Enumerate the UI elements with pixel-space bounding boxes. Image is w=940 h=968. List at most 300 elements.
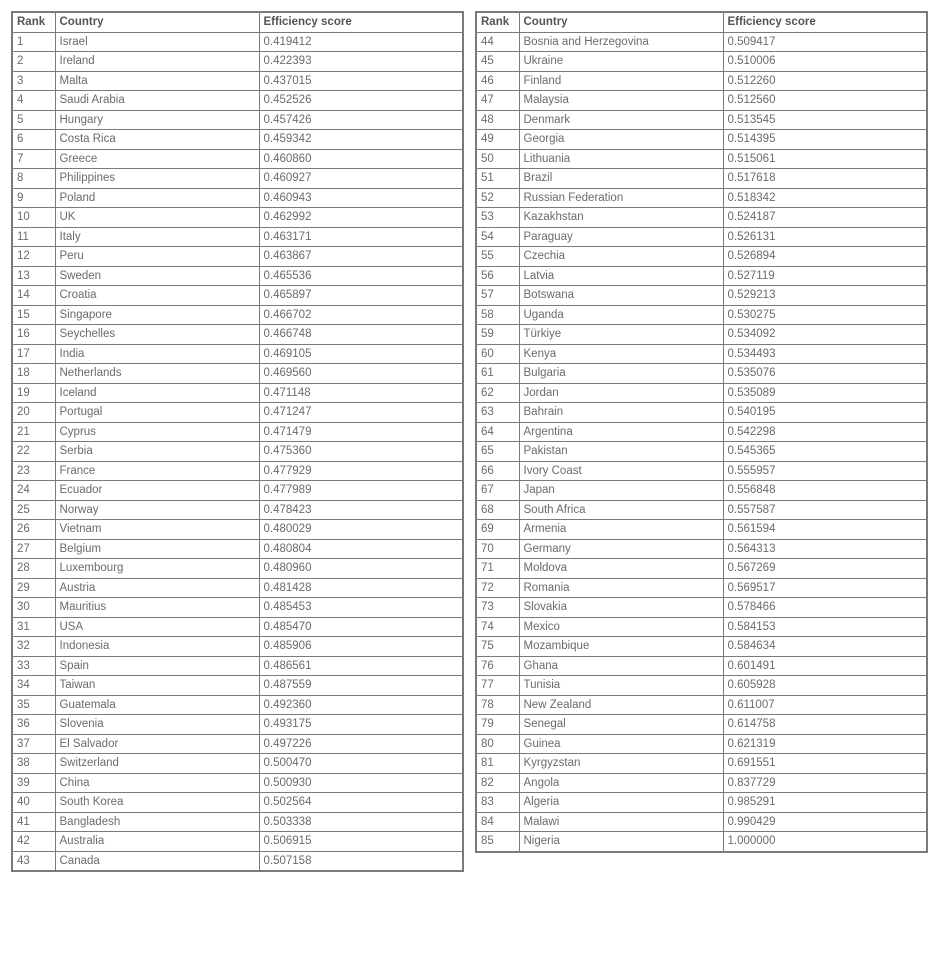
rank-cell: 14: [12, 286, 55, 306]
score-cell: 0.515061: [723, 149, 927, 169]
country-cell: Argentina: [519, 422, 723, 442]
table-row: [476, 247, 927, 267]
table-row: [12, 52, 463, 72]
table-row: [12, 578, 463, 598]
table-row: [12, 676, 463, 696]
rank-cell: 25: [12, 500, 55, 520]
country-cell: Malaysia: [519, 91, 723, 111]
table-row: [476, 91, 927, 111]
header-row: [476, 12, 927, 32]
table-row: [12, 364, 463, 384]
score-cell: 0.526894: [723, 247, 927, 267]
rank-cell: 56: [476, 266, 519, 286]
rank-cell: 9: [12, 188, 55, 208]
rank-cell: 36: [12, 715, 55, 735]
score-cell: 0.527119: [723, 266, 927, 286]
table-row: [12, 208, 463, 228]
table-row: [12, 169, 463, 189]
table-row: [476, 793, 927, 813]
rank-cell: 72: [476, 578, 519, 598]
rank-cell: 60: [476, 344, 519, 364]
rank-cell: 82: [476, 773, 519, 793]
country-cell: Ghana: [519, 656, 723, 676]
country-cell: Senegal: [519, 715, 723, 735]
table-body: [12, 32, 463, 871]
table-row: [12, 461, 463, 481]
score-cell: 0.611007: [723, 695, 927, 715]
table-row: [476, 364, 927, 384]
table-row: [476, 286, 927, 306]
rank-cell: 81: [476, 754, 519, 774]
score-cell: 0.485470: [259, 617, 463, 637]
rank-cell: 22: [12, 442, 55, 462]
table-row: [12, 91, 463, 111]
score-cell: 0.584634: [723, 637, 927, 657]
table-row: [476, 481, 927, 501]
rank-cell: 10: [12, 208, 55, 228]
country-cell: Moldova: [519, 559, 723, 579]
score-cell: 0.614758: [723, 715, 927, 735]
score-cell: 1.000000: [723, 832, 927, 852]
score-cell: 0.517618: [723, 169, 927, 189]
country-cell: Kazakhstan: [519, 208, 723, 228]
country-cell: Switzerland: [55, 754, 259, 774]
score-cell: 0.526131: [723, 227, 927, 247]
score-cell: 0.524187: [723, 208, 927, 228]
rank-cell: 34: [12, 676, 55, 696]
score-cell: 0.584153: [723, 617, 927, 637]
country-cell: Uganda: [519, 305, 723, 325]
score-cell: 0.466702: [259, 305, 463, 325]
rank-cell: 7: [12, 149, 55, 169]
table-row: [12, 754, 463, 774]
country-cell: Austria: [55, 578, 259, 598]
rank-cell: 35: [12, 695, 55, 715]
country-cell: Serbia: [55, 442, 259, 462]
score-cell: 0.465897: [259, 286, 463, 306]
score-cell: 0.422393: [259, 52, 463, 72]
rank-cell: 26: [12, 520, 55, 540]
country-cell: Nigeria: [519, 832, 723, 852]
table-row: [12, 715, 463, 735]
score-cell: 0.534493: [723, 344, 927, 364]
table-row: [476, 188, 927, 208]
score-cell: 0.480029: [259, 520, 463, 540]
country-cell: Guatemala: [55, 695, 259, 715]
header-rank: Rank: [476, 12, 519, 32]
rank-cell: 57: [476, 286, 519, 306]
country-cell: El Salvador: [55, 734, 259, 754]
country-cell: Ukraine: [519, 52, 723, 72]
score-cell: 0.564313: [723, 539, 927, 559]
score-cell: 0.475360: [259, 442, 463, 462]
table-row: [12, 110, 463, 130]
rank-cell: 41: [12, 812, 55, 832]
rank-cell: 59: [476, 325, 519, 345]
table-row: [12, 832, 463, 852]
rank-cell: 2: [12, 52, 55, 72]
country-cell: Japan: [519, 481, 723, 501]
table-row: [476, 520, 927, 540]
score-cell: 0.534092: [723, 325, 927, 345]
table-row: [476, 403, 927, 423]
score-cell: 0.460943: [259, 188, 463, 208]
rank-cell: 50: [476, 149, 519, 169]
country-cell: Saudi Arabia: [55, 91, 259, 111]
table-row: [12, 851, 463, 871]
country-cell: Portugal: [55, 403, 259, 423]
score-cell: 0.485453: [259, 598, 463, 618]
country-cell: Kyrgyzstan: [519, 754, 723, 774]
score-cell: 0.471148: [259, 383, 463, 403]
rank-cell: 75: [476, 637, 519, 657]
score-cell: 0.621319: [723, 734, 927, 754]
table-row: [476, 617, 927, 637]
country-cell: Singapore: [55, 305, 259, 325]
score-cell: 0.477989: [259, 481, 463, 501]
rank-cell: 49: [476, 130, 519, 150]
score-cell: 0.837729: [723, 773, 927, 793]
country-cell: Norway: [55, 500, 259, 520]
country-cell: Iceland: [55, 383, 259, 403]
table-row: [476, 227, 927, 247]
table-row: [476, 305, 927, 325]
rank-cell: 85: [476, 832, 519, 852]
table-row: [12, 442, 463, 462]
country-cell: Greece: [55, 149, 259, 169]
table-row: [476, 325, 927, 345]
rank-cell: 84: [476, 812, 519, 832]
country-cell: Cyprus: [55, 422, 259, 442]
country-cell: Belgium: [55, 539, 259, 559]
score-cell: 0.513545: [723, 110, 927, 130]
country-cell: Indonesia: [55, 637, 259, 657]
score-cell: 0.561594: [723, 520, 927, 540]
table-row: [476, 71, 927, 91]
score-cell: 0.514395: [723, 130, 927, 150]
table-row: [12, 559, 463, 579]
score-cell: 0.557587: [723, 500, 927, 520]
rank-cell: 77: [476, 676, 519, 696]
rank-cell: 73: [476, 598, 519, 618]
table-row: [476, 656, 927, 676]
table-row: [12, 383, 463, 403]
country-cell: Slovenia: [55, 715, 259, 735]
rank-cell: 33: [12, 656, 55, 676]
rank-cell: 24: [12, 481, 55, 501]
country-cell: Poland: [55, 188, 259, 208]
rank-cell: 44: [476, 32, 519, 52]
rank-cell: 80: [476, 734, 519, 754]
country-cell: Bangladesh: [55, 812, 259, 832]
score-cell: 0.985291: [723, 793, 927, 813]
country-cell: Philippines: [55, 169, 259, 189]
rank-cell: 39: [12, 773, 55, 793]
country-cell: Türkiye: [519, 325, 723, 345]
rank-cell: 62: [476, 383, 519, 403]
country-cell: Mozambique: [519, 637, 723, 657]
country-cell: Netherlands: [55, 364, 259, 384]
rank-cell: 15: [12, 305, 55, 325]
country-cell: South Korea: [55, 793, 259, 813]
country-cell: USA: [55, 617, 259, 637]
rank-cell: 46: [476, 71, 519, 91]
rank-cell: 5: [12, 110, 55, 130]
country-cell: Guinea: [519, 734, 723, 754]
rank-cell: 52: [476, 188, 519, 208]
rank-cell: 74: [476, 617, 519, 637]
table-row: [476, 500, 927, 520]
rank-cell: 70: [476, 539, 519, 559]
table-row: [12, 305, 463, 325]
score-cell: 0.486561: [259, 656, 463, 676]
table-row: [12, 149, 463, 169]
score-cell: 0.452526: [259, 91, 463, 111]
country-cell: New Zealand: [519, 695, 723, 715]
score-cell: 0.502564: [259, 793, 463, 813]
score-cell: 0.493175: [259, 715, 463, 735]
country-cell: Croatia: [55, 286, 259, 306]
table-body: [476, 32, 927, 852]
score-cell: 0.535076: [723, 364, 927, 384]
header-score: Efficiency score: [723, 12, 927, 32]
rank-cell: 67: [476, 481, 519, 501]
country-cell: Canada: [55, 851, 259, 871]
table-row: [12, 637, 463, 657]
score-cell: 0.480804: [259, 539, 463, 559]
table-row: [476, 442, 927, 462]
country-cell: Jordan: [519, 383, 723, 403]
country-cell: Lithuania: [519, 149, 723, 169]
header-country: Country: [519, 12, 723, 32]
score-cell: 0.569517: [723, 578, 927, 598]
table-row: [12, 539, 463, 559]
rank-cell: 53: [476, 208, 519, 228]
table-row: [476, 32, 927, 52]
rank-cell: 76: [476, 656, 519, 676]
score-cell: 0.463171: [259, 227, 463, 247]
country-cell: France: [55, 461, 259, 481]
table-row: [12, 32, 463, 52]
score-cell: 0.459342: [259, 130, 463, 150]
ranking-table-left: [11, 11, 464, 872]
country-cell: Bahrain: [519, 403, 723, 423]
score-cell: 0.578466: [723, 598, 927, 618]
rank-cell: 1: [12, 32, 55, 52]
score-cell: 0.497226: [259, 734, 463, 754]
table-row: [476, 383, 927, 403]
country-cell: Ecuador: [55, 481, 259, 501]
score-cell: 0.500930: [259, 773, 463, 793]
score-cell: 0.462992: [259, 208, 463, 228]
country-cell: Denmark: [519, 110, 723, 130]
country-cell: Armenia: [519, 520, 723, 540]
table-row: [12, 793, 463, 813]
country-cell: China: [55, 773, 259, 793]
rank-cell: 64: [476, 422, 519, 442]
rank-cell: 17: [12, 344, 55, 364]
rank-cell: 30: [12, 598, 55, 618]
table-row: [12, 227, 463, 247]
rank-cell: 47: [476, 91, 519, 111]
table-row: [12, 344, 463, 364]
score-cell: 0.555957: [723, 461, 927, 481]
score-cell: 0.503338: [259, 812, 463, 832]
rank-cell: 63: [476, 403, 519, 423]
table-row: [12, 403, 463, 423]
rank-cell: 51: [476, 169, 519, 189]
rank-cell: 66: [476, 461, 519, 481]
table-row: [12, 188, 463, 208]
rank-cell: 11: [12, 227, 55, 247]
rank-cell: 78: [476, 695, 519, 715]
score-cell: 0.469105: [259, 344, 463, 364]
country-cell: Algeria: [519, 793, 723, 813]
table-row: [12, 520, 463, 540]
score-cell: 0.492360: [259, 695, 463, 715]
score-cell: 0.990429: [723, 812, 927, 832]
score-cell: 0.556848: [723, 481, 927, 501]
rank-cell: 61: [476, 364, 519, 384]
ranking-table-right: [475, 11, 928, 853]
score-cell: 0.509417: [723, 32, 927, 52]
country-cell: Kenya: [519, 344, 723, 364]
rank-cell: 12: [12, 247, 55, 267]
country-cell: Georgia: [519, 130, 723, 150]
score-cell: 0.530275: [723, 305, 927, 325]
table-row: [476, 637, 927, 657]
table-row: [12, 656, 463, 676]
rank-cell: 58: [476, 305, 519, 325]
table-row: [476, 266, 927, 286]
rank-cell: 23: [12, 461, 55, 481]
country-cell: Hungary: [55, 110, 259, 130]
table-row: [12, 266, 463, 286]
table-row: [476, 598, 927, 618]
country-cell: South Africa: [519, 500, 723, 520]
table-row: [12, 812, 463, 832]
table-row: [12, 598, 463, 618]
country-cell: Sweden: [55, 266, 259, 286]
rank-cell: 20: [12, 403, 55, 423]
rank-cell: 6: [12, 130, 55, 150]
country-cell: Czechia: [519, 247, 723, 267]
country-cell: Tunisia: [519, 676, 723, 696]
country-cell: Seychelles: [55, 325, 259, 345]
country-cell: Taiwan: [55, 676, 259, 696]
table-row: [476, 715, 927, 735]
table-row: [12, 500, 463, 520]
table-row: [12, 422, 463, 442]
country-cell: UK: [55, 208, 259, 228]
country-cell: Vietnam: [55, 520, 259, 540]
score-cell: 0.512560: [723, 91, 927, 111]
table-row: [12, 286, 463, 306]
table-row: [476, 559, 927, 579]
country-cell: Italy: [55, 227, 259, 247]
rank-cell: 71: [476, 559, 519, 579]
table-row: [476, 52, 927, 72]
score-cell: 0.485906: [259, 637, 463, 657]
rank-cell: 68: [476, 500, 519, 520]
table-row: [476, 539, 927, 559]
rank-cell: 69: [476, 520, 519, 540]
rank-cell: 8: [12, 169, 55, 189]
table-row: [476, 734, 927, 754]
rank-cell: 40: [12, 793, 55, 813]
table-row: [476, 208, 927, 228]
score-cell: 0.510006: [723, 52, 927, 72]
rank-cell: 83: [476, 793, 519, 813]
score-cell: 0.478423: [259, 500, 463, 520]
table-row: [476, 422, 927, 442]
country-cell: Romania: [519, 578, 723, 598]
country-cell: Spain: [55, 656, 259, 676]
score-cell: 0.469560: [259, 364, 463, 384]
score-cell: 0.471247: [259, 403, 463, 423]
rank-cell: 19: [12, 383, 55, 403]
table-row: [476, 344, 927, 364]
rank-cell: 54: [476, 227, 519, 247]
header-country: Country: [55, 12, 259, 32]
score-cell: 0.437015: [259, 71, 463, 91]
country-cell: Malta: [55, 71, 259, 91]
table-row: [476, 676, 927, 696]
table-row: [476, 773, 927, 793]
country-cell: Bulgaria: [519, 364, 723, 384]
rank-cell: 55: [476, 247, 519, 267]
score-cell: 0.605928: [723, 676, 927, 696]
score-cell: 0.460860: [259, 149, 463, 169]
score-cell: 0.477929: [259, 461, 463, 481]
country-cell: India: [55, 344, 259, 364]
country-cell: Angola: [519, 773, 723, 793]
rank-cell: 38: [12, 754, 55, 774]
country-cell: Pakistan: [519, 442, 723, 462]
country-cell: Slovakia: [519, 598, 723, 618]
rank-cell: 16: [12, 325, 55, 345]
country-cell: Latvia: [519, 266, 723, 286]
table-row: [476, 695, 927, 715]
rank-cell: 42: [12, 832, 55, 852]
rank-cell: 18: [12, 364, 55, 384]
country-cell: Paraguay: [519, 227, 723, 247]
country-cell: Costa Rica: [55, 130, 259, 150]
score-cell: 0.480960: [259, 559, 463, 579]
rank-cell: 3: [12, 71, 55, 91]
rank-cell: 43: [12, 851, 55, 871]
score-cell: 0.466748: [259, 325, 463, 345]
table-row: [12, 617, 463, 637]
rank-cell: 45: [476, 52, 519, 72]
rank-cell: 65: [476, 442, 519, 462]
country-cell: Israel: [55, 32, 259, 52]
country-cell: Finland: [519, 71, 723, 91]
table-row: [476, 149, 927, 169]
table-row: [12, 481, 463, 501]
score-cell: 0.540195: [723, 403, 927, 423]
rank-cell: 29: [12, 578, 55, 598]
country-cell: Ivory Coast: [519, 461, 723, 481]
rank-cell: 48: [476, 110, 519, 130]
rank-cell: 32: [12, 637, 55, 657]
country-cell: Brazil: [519, 169, 723, 189]
rank-cell: 37: [12, 734, 55, 754]
header-row: [12, 12, 463, 32]
table-row: [476, 832, 927, 852]
score-cell: 0.506915: [259, 832, 463, 852]
table-row: [12, 130, 463, 150]
